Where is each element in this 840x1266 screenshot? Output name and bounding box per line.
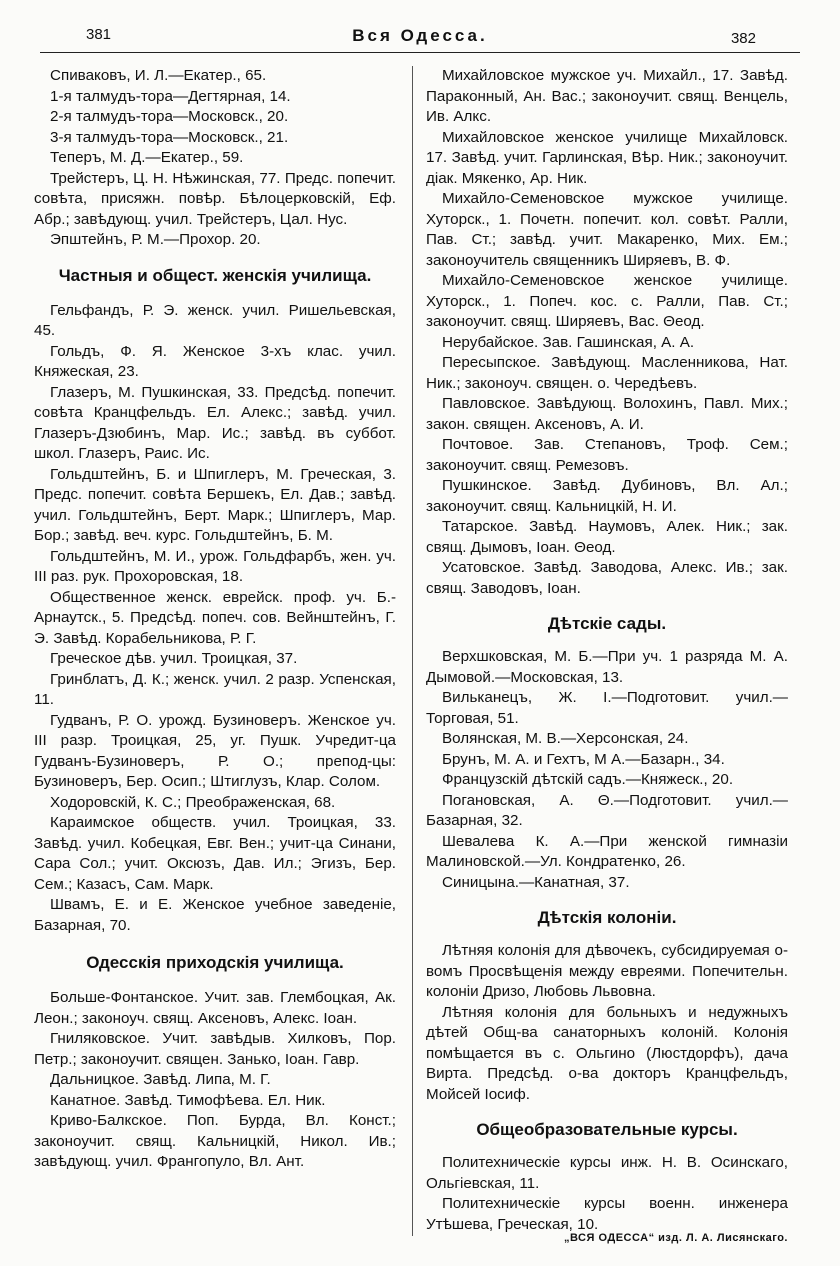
page-number-left: 381	[86, 26, 112, 43]
entry: Лѣтняя колонія для больныхъ и недужныхъ дѣтей Общ-ва санаторныхъ колоній. Колонія помѣщается въ с. Ольгино (Люстдорфъ), дача Вирта. Предсѣд. о-ва докторъ Кранцфельдъ, Мойсей Іосиф.	[426, 1003, 788, 1103]
entry: Криво-Балкское. Поп. Бурда, Вл. Конст.; законоучит. свящ. Кальницкій, Никол. Ив.; завѣдующ. учил. Франгопуло, Вл. Ант.	[34, 1112, 396, 1170]
left-column	[34, 66, 396, 1173]
entry: Гельфандъ, Р. Э. женск. учил. Ришельевская, 45.	[34, 301, 396, 339]
parish-schools-list	[34, 988, 396, 1173]
entry: Политехническіе курсы военн. инженера Утѣшева, Греческая, 10.	[426, 1195, 788, 1233]
entry: Французскій дѣтскій садъ.—Княжеск., 20.	[442, 771, 734, 788]
page-header	[40, 22, 800, 53]
entry: Общественное женск. еврейск. проф. уч. Б.-Арнаутск., 5. Предсѣд. попеч. сов. Вейнштейнъ, Г. Э. Завѣд. Корабельникова, Р. Г.	[34, 588, 396, 647]
entry: Михайло-Семеновское мужское училище. Хуторск., 1. Почетн. попечит. кол. совѣт. Ралли, Пав. Ст.; завѣд. учит. Макаренко, Мих. Ем.; законоучитель священникъ Ширяевъ, В. Ф.	[426, 190, 788, 269]
entry: Гринблатъ, Д. К.; женск. учил. 2 разр. Успенская, 11.	[34, 670, 396, 708]
entry: Швамъ, Е. и Е. Женское учебное заведеніе, Базарная, 70.	[34, 896, 396, 934]
general-courses-list	[426, 1153, 788, 1235]
entry: Политехническіе курсы инж. Н. В. Осинскаго, Ольгіевская, 11.	[426, 1154, 788, 1192]
entry: Волянская, М. В.—Херсонская, 24.	[442, 730, 689, 747]
entry: Греческое дѣв. учил. Троицкая, 37.	[50, 650, 298, 667]
entry: Гольдштейнъ, М. И., урож. Гольдфарбъ, жен. уч. III раз. рук. Прохоровская, 18.	[34, 547, 396, 585]
entry: Нерубайское. Зав. Гашинская, А. А.	[442, 333, 695, 351]
section-heading-childrens-colonies: Дѣтскія колоніи.	[537, 908, 677, 927]
publisher-imprint: „ВСЯ ОДЕССА“ изд. Л. А. Лисянскаго.	[564, 1232, 788, 1244]
entry: Михайловское женское училище Михайловск. 17. Завѣд. учит. Гарлинская, Вѣр. Ник.; законоучит. діак. Мякенко, Ар. Ник.	[426, 128, 788, 187]
entry: 1-я талмудъ-тора—Дегтярная, 14.	[50, 87, 291, 105]
section-heading-general-courses: Общеобразовательные курсы.	[476, 1120, 738, 1139]
entry: Михайловское мужское уч. Михайл., 17. Завѣд. Параконный, Ан. Вас.; законоучит. свящ. Венцель, Ив. Алкс.	[426, 67, 788, 125]
entry: 2-я талмудъ-тора—Московск., 20.	[50, 108, 289, 125]
entry: Шевалева К. А.—При женской гимназіи Малиновской.—Ул. Кондратенко, 26.	[426, 832, 788, 870]
entry: Теперъ, М. Д.—Екатер., 59.	[50, 149, 244, 166]
section-heading-private-womens-schools: Частныя и общест. женскія училища.	[58, 265, 372, 285]
entry: Трейстеръ, Ц. Н. Нѣжинская, 77. Предс. попечит. совѣта, присяжн. повѣр. Бѣлоцерковскій, Еф. Абр.; завѣдующ. учил. Трейстеръ, Цал. Нус.	[34, 169, 396, 228]
entry: Михайло-Семеновское женское училище. Хуторск., 1. Попеч. кос. с. Ралли, Пав. Ст.; законоучит. свящ. Ширяевъ, Вас. Θеод.	[426, 272, 788, 330]
entry: Вильканецъ, Ж. І.—Подготовит. учил.—Торговая, 51.	[426, 689, 788, 727]
left-intro-list	[34, 66, 396, 251]
entry: Пушкинское. Завѣд. Дубиновъ, Вл. Ал.; законоучит. свящ. Кальницкій, Н. И.	[426, 477, 788, 515]
page-number-right: 382	[730, 30, 756, 47]
entry: Эпштейнъ, Р. М.—Прохор. 20.	[50, 231, 261, 248]
entry: Гольдъ, Ф. Я. Женское 3-хъ клас. учил. Княжеская, 23.	[34, 342, 396, 380]
entry: Павловское. Завѣдующ. Волохинъ, Павл. Мих.; закон. священ. Аксеновъ, А. И.	[426, 395, 788, 433]
entry: Брунъ, М. А. и Гехтъ, М А.—Базарн., 34.	[442, 750, 725, 768]
kindergartens-list	[426, 647, 788, 893]
right-intro-list	[426, 66, 788, 599]
entry: Ходоровскій, К. С.; Преображенская, 68.	[50, 793, 336, 811]
entry: Гудванъ, Р. О. урожд. Бузиноверъ. Женское уч. III разр. Троицкая, 25, уг. Пушк. Учредит-ца Гудванъ-Бузиноверъ, Р. О.; препод-цы: Бузиноверъ, Бер. Осип.; Штиглузъ, Клар. Солом.	[34, 711, 396, 790]
entry: Глазеръ, М. Пушкинская, 33. Предсѣд. попечит. совѣта Кранцфельдъ. Ел. Алекс.; завѣд. учил. Глазеръ-Дзюбинъ, Мар. Ис.; завѣд. въ суббот. школ. Глазеръ, Раис. Ис.	[34, 383, 396, 462]
entry: Усатовское. Завѣд. Заводова, Алекс. Ив.; зак. свящ. Заводовъ, Іоан.	[426, 559, 788, 597]
section-heading-kindergartens: Дѣтскіе сады.	[547, 614, 667, 633]
entry: Лѣтняя колонія для дѣвочекъ, субсидируемая о-вомъ Просвѣщенія между евреями. Попечительн. колоніи Дризо, Любовь Львовна.	[426, 942, 788, 1000]
entry: Синицына.—Канатная, 37.	[442, 873, 630, 891]
entry: Пересыпское. Завѣдующ. Масленникова, Нат. Ник.; законоуч. священ. о. Чередѣевъ.	[426, 354, 788, 392]
entry: Караимское обществ. учил. Троицкая, 33. Завѣд. учил. Кобецкая, Евг. Вен.; учит-ца Синани, Сара Сол.; учит. Оксюзъ, Дав. Ил.; Эгизъ, Бер. Сем.; Казасъ, Сам. Марк.	[34, 814, 396, 893]
entry: Спиваковъ, И. Л.—Екатер., 65.	[50, 67, 267, 84]
entry: Гниляковское. Учит. завѣдыв. Хилковъ, Пор. Петр.; законоучит. священ. Занько, Іоан. Гавр.	[34, 1030, 396, 1068]
entry: Больше-Фонтанское. Учит. зав. Глембоцкая, Ак. Леон.; законоуч. свящ. Аксеновъ, Алекс. Іоан.	[34, 989, 396, 1027]
entry: Почтовое. Зав. Степановъ, Троф. Сем.; законоучит. свящ. Ремезовъ.	[426, 436, 788, 474]
entry: Дальницкое. Завѣд. Липа, М. Г.	[50, 1071, 271, 1088]
private-womens-schools-list	[34, 301, 396, 937]
running-title: Вся Одесса.	[352, 26, 488, 45]
entry: 3-я талмудъ-тора—Московск., 21.	[50, 128, 289, 146]
entry: Канатное. Завѣд. Тимофѣева. Ел. Ник.	[50, 1091, 326, 1109]
entry: Верхшковская, М. Б.—При уч. 1 разряда М. А. Дымовой.—Московская, 13.	[426, 648, 788, 686]
entry: Гольдштейнъ, Б. и Шпиглеръ, М. Греческая, 3. Предс. попечит. совѣта Бершекъ, Ел. Дав.; завѣд. учил. Гольдштейнъ, Берт. Марк.; Шпиглеръ, Мар. Бор.; завѣд. веч. курс. Гольдштейнъ, Б. М.	[34, 465, 396, 544]
childrens-colonies-list	[426, 941, 788, 1105]
entry: Погановская, А. Θ.—Подготовит. учил.—Базарная, 32.	[426, 791, 788, 829]
section-heading-parish-schools: Одесскія приходскія училища.	[86, 953, 344, 972]
entry: Татарское. Завѣд. Наумовъ, Алек. Ник.; зак. свящ. Дымовъ, Іоан. Θеод.	[426, 518, 788, 556]
column-divider	[412, 66, 413, 1236]
right-column	[426, 66, 788, 1235]
